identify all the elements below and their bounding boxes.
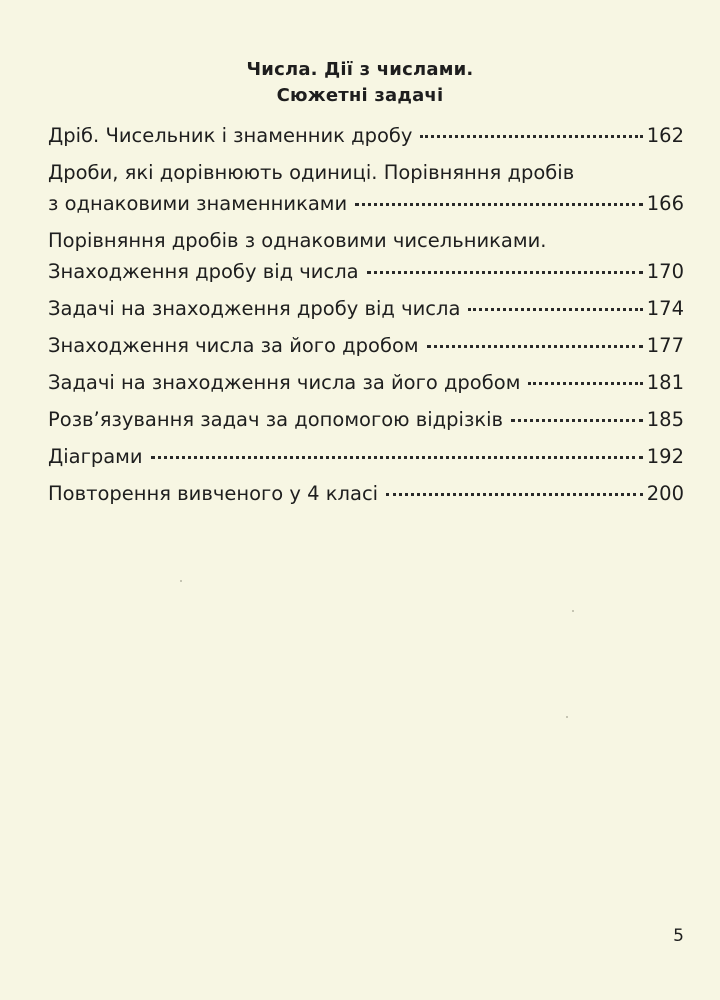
toc-entry-title: Знаходження числа за його дробом <box>48 334 419 357</box>
toc-entry[interactable] <box>48 330 684 361</box>
toc-entry[interactable] <box>48 293 684 324</box>
toc-entry-title: з однаковими знаменниками <box>48 192 348 215</box>
toc-entry[interactable] <box>48 120 684 151</box>
section-title-line-1: Числа. Дії з числами. <box>246 59 474 80</box>
dot-leader <box>367 271 643 274</box>
toc-entry-page: 185 <box>646 408 684 431</box>
toc-entry-page: 192 <box>646 445 684 468</box>
toc-entry[interactable] <box>48 157 684 219</box>
toc-entry-title: Діаграми <box>48 445 143 468</box>
dot-leader <box>151 456 643 459</box>
dot-leader <box>528 382 642 385</box>
toc-entry-page: 162 <box>646 124 684 147</box>
page-number: 5 <box>673 926 684 946</box>
toc-entry-title: Задачі на знаходження дробу від числа <box>48 297 461 320</box>
toc-entry-title: Повторення вивченого у 4 класі <box>48 482 379 505</box>
section-title <box>0 57 720 109</box>
dot-leader <box>468 308 642 311</box>
toc-entry-title-line: Порівняння дробів з однаковими чисельниками. <box>48 229 547 252</box>
paper-speck <box>572 610 574 612</box>
toc-entry-title: Розв’язування задач за допомогою відрізків <box>48 408 504 431</box>
toc-entry[interactable] <box>48 225 684 287</box>
toc-entry-page: 174 <box>646 297 684 320</box>
toc-entry[interactable] <box>48 367 684 398</box>
dot-leader <box>355 203 643 206</box>
toc-entry-page: 170 <box>646 260 684 283</box>
section-title-line-2: Сюжетні задачі <box>276 85 444 106</box>
toc-entry-page: 181 <box>646 371 684 394</box>
toc-entry-title: Дріб. Чисельник і знаменник дробу <box>48 124 413 147</box>
table-of-contents <box>48 120 684 515</box>
toc-entry-title-line: Дроби, які дорівнюють одиниці. Порівняння дробів <box>48 161 575 184</box>
toc-entry[interactable] <box>48 404 684 435</box>
toc-entry-page: 200 <box>646 482 684 505</box>
dot-leader <box>420 135 642 138</box>
toc-entry-page: 177 <box>646 334 684 357</box>
paper-speck <box>566 716 568 718</box>
dot-leader <box>427 345 643 348</box>
toc-entry[interactable] <box>48 478 684 509</box>
toc-entry-page: 166 <box>646 192 684 215</box>
dot-leader <box>386 493 643 496</box>
toc-entry-title: Знаходження дробу від числа <box>48 260 359 283</box>
dot-leader <box>511 419 643 422</box>
toc-entry[interactable] <box>48 441 684 472</box>
paper-speck <box>180 580 182 582</box>
toc-entry-title: Задачі на знаходження числа за його дробом <box>48 371 521 394</box>
